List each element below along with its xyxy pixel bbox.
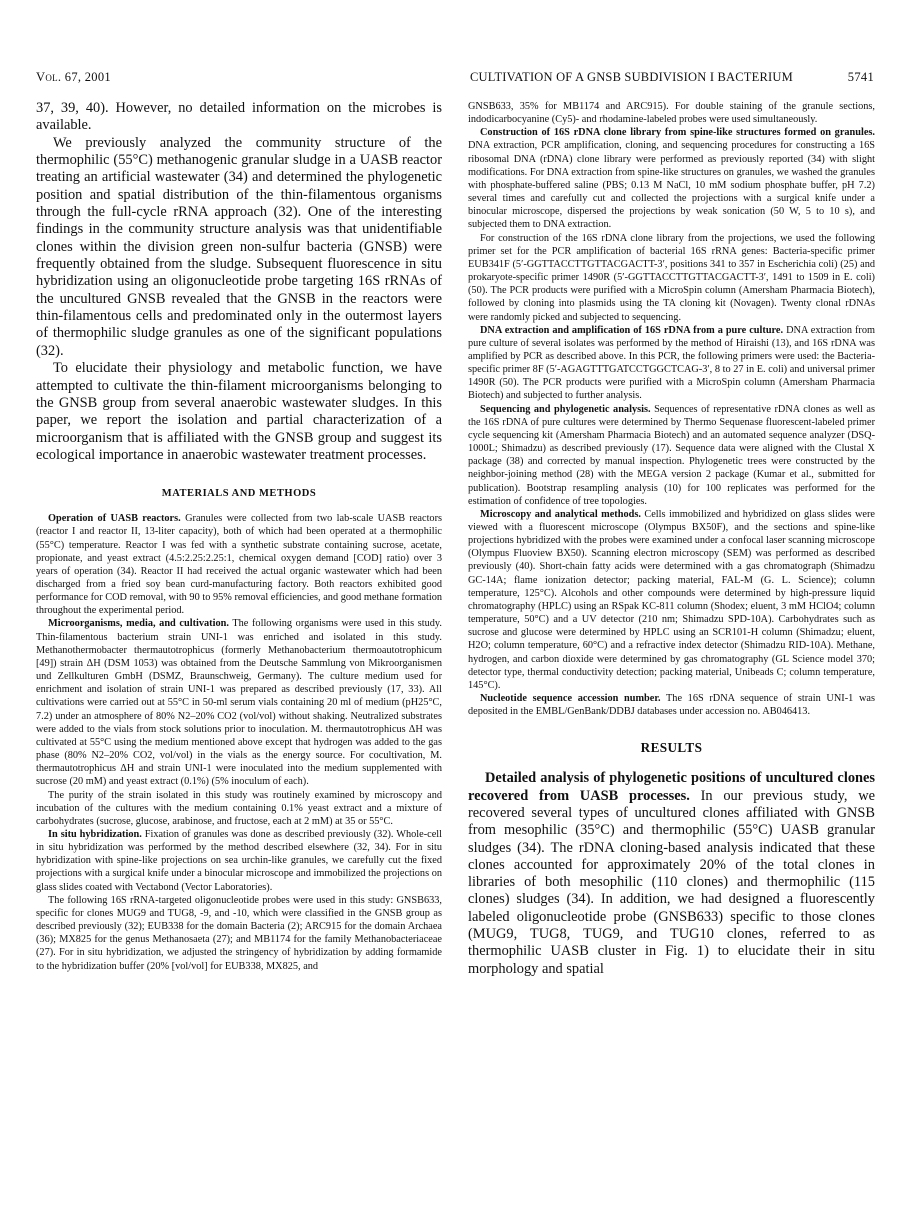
- intro-paragraph: We previously analyzed the community structure of the thermophilic (55°C) methanogenic granular sludge in a UASB reactor treating an artificial wastewater (34) and determined the phylogenetic position and spatial distribution of the thin-filamentous organisms through the full-cycle rRNA approach (32). One of the interesting findings in the community structure analysis was that unidentifiable clones within the division green non-sulfur bacteria (GNSB) were frequently obtained from the sludge. Subsequent fluorescence in situ hybridization using an oligonucleotide probe targeting 16S rRNAs of the uncultured GNSB revealed that the GNSB in the reactors were thin-filamentous cells and predominated only in the outermost layers of thermophilic sludge granules as one of the significant populations (32).: [36, 134, 442, 359]
- left-column: [36, 100, 442, 973]
- methods-paragraph: [36, 512, 442, 617]
- methods-paragraph: [36, 828, 442, 894]
- paragraph-text: DNA extraction, PCR amplification, cloning, and sequencing procedures for constructing a 16S ribosomal DNA (rDNA) clone library were performed as previously reported (34) with slight modifications. For DNA extraction from spine-like structures on granules, we washed the granules with phosphate-buffered saline (PBS; 0.13 M NaCl, 10 mM sodium phosphate buffer, pH 7.2) several times and carefully cut and collected the projections with a surgical knife under a binocular microscope, dispersed the projections by weak sonication (50 W, 5 to 10 s), and subjected them to DNA extraction.: [468, 140, 875, 231]
- run-in-heading: Sequencing and phylogenetic analysis.: [480, 403, 651, 415]
- methods-paragraph: [468, 508, 875, 692]
- section-heading-methods: MATERIALS AND METHODS: [161, 488, 317, 500]
- section-heading-results: RESULTS: [640, 740, 703, 756]
- paragraph-text: Sequences of representative rDNA clones as well as the 16S rDNA of pure cultures were determined by Thermo Sequenase fluorescent-labeled primer cycle sequencing kit (Amersham Pharmacia Biotech) and an automated sequence analyzer (DSQ-1000L; Shimadzu) as described previously (17). Sequence data were aligned with the Clustal X package (38) and corrected by manual inspection. Phylogenetic trees were constructed by the neighbor-joining method (28) with the MEGA version 2 package (Kumar et al., submitted for publication). Bootstrap resampling analysis (10) for 100 replicates was performed for the estimation of confidence of tree topologies.: [468, 403, 875, 507]
- methods-paragraph: For construction of the 16S rDNA clone library from the projections, we used the following primer set for the PCR amplification of bacterial 16S rRNA genes: Bacteria-specific primer EUB341F (5′-GGTTACCTTGTTACGACTT-3′, positions 341 to 357 in Escherichia coli) (25) and prokaryote-specific primer 1490R (5′-GGTTACCTTGTTACGACTT-3′, 1491 to 1509 in E. coli) (50). The PCR products were purified with a MicroSpin column (Amersham Pharmacia Biotech), followed by cloning into plasmids using the TA cloning kit (Novagen). Twenty clonal rDNAs were randomly picked and subjected to sequencing.: [468, 232, 875, 323]
- run-in-heading: Nucleotide sequence accession number.: [480, 693, 661, 705]
- methods-paragraph: [468, 324, 875, 403]
- paragraph-text: The following organisms were used in this study. Thin-filamentous bacterium strain UNI-1 was enriched and isolated in this study. Methanothermobacter thermautotrophicus (formerly Methanobacterium thermoautotrophicum [49]) strain ΔH (DSM 1053) was obtained from the Deutsche Sammlung von Mikroorganismen und Zellkulturen GmbH (DSMZ, Braunschweig, Germany). The culture medium used for enrichment and isolation of strain UNI-1 was prepared as described previously (17, 33). All cultivations were carried out at 55°C in 50-ml serum vials containing 20 ml of medium (pH25°C, 7.2) under an atmosphere of 80% N2–20% CO2 (vol/vol) without shaking. Neutralized substrates were added to the vials from stock solutions prior to inoculation. M. thermautotrophicus ΔH was cultivated at 55°C using the medium mentioned above except that hydrogen was added to the gas phase (80% N2–20% CO2, vol/vol) in the vials as the energy source. For cocultivation, M. thermautotrophicus ΔH and strain UNI-1 were inoculated into the medium supplemented with sucrose (20 mM) and yeast extract (0.1%) (5% inoculum of each).: [36, 618, 442, 788]
- intro-paragraph: 37, 39, 40). However, no detailed information on the microbes is available.: [36, 100, 442, 134]
- paragraph-text: Cells immobilized and hybridized on glass slides were viewed with a fluorescent microscope (Olympus BX50F), and the sections and spine-like projections hybridized with the probes were examined under a confocal laser scanning microscope (Olympus Fluoview BX50). Scanning electron microscopy (SEM) was performed as described previously (40). Short-chain fatty acids were determined with a gas chromatograph (Shimadzu GC-14A; flame ionization detector; packing material, FAL-M (G. L. Science); column temperature, 125°C). Alcohols and other compounds were determined by high-pressure liquid chromatography (HPLC) using an RSpak KC-811 column (Shodex; eluent, 3 mM HClO4; column temperature, 50°C) and a UV detector (210 nm; Shimadzu SPD-10A). Carbohydrates such as sucrose and glucose were determined by HPLC using an SCR101-H column (Shimadzu; eluent, H2O; column temperature, 60°C) and a refractive index detector (Shimadzu RID-10A). Methane, hydrogen, and carbon dioxide were determined by gas chromatography (GL Science model 370; detector type, thermal conductivity detection; packing material, Unibeads C; column temperature, 145°C).: [468, 508, 875, 691]
- running-header: [36, 70, 874, 88]
- paragraph-text: In our previous study, we recovered several types of uncultured clones affiliated with GNSB from mesophilic (35°C) and thermophilic (55°C) UASB granular sludges (34). The rDNA cloning-based analysis indicated that these clones accounted for approximately 20% of the total clones in libraries of both mesophilic (110 clones) and thermophilic (115 clones) sludges (34). In addition, we had designed a fluorescently labeled oligonucleotide probe (GNSB633) specific to those clones (MUG9, TUG8, TUG9, and TUG10 clones, referred to as thermophilic UASB cluster in Fig. 1) to elucidate their in situ morphology and spatial: [468, 787, 875, 977]
- intro-paragraph: To elucidate their physiology and metabolic function, we have attempted to cultivate the thin-filament microorganisms belonging to the GNSB group from several anaerobic wastewater sludges. In this paper, we report the isolation and partial characterization of a microorganism that is affiliated with the GNSB group and suggest its ecological importance in anaerobic wastewater treatment processes.: [36, 360, 442, 463]
- paragraph-text: DNA extraction from pure culture of several isolates was performed by the method of Hiraishi (13), and 16S rDNA was amplified by PCR as described above. In this PCR, the following primers were used: the Bacteria-specific primer 8F (5′-AGAGTTTGATCCTGGCTCAG-3′, 8 to 27 in E. coli) and universal primer 1490R (50). The PCR products were purified with a MicroSpin column (Amersham Pharmacia Biotech) and subjected to further analysis.: [468, 324, 875, 402]
- page-number: 5741: [847, 70, 874, 84]
- methods-paragraph: The purity of the strain isolated in this study was routinely examined by microscopy and incubation of the cultures with the medium containing 0.1% yeast extract and a mixture of carbohydrates (sucrose, glucose, arabinose, and fructose, each at 2 mM) at 35 or 55°C.: [36, 789, 442, 827]
- run-in-heading: Detailed analysis of phylogenetic positions of uncultured clones recovered from UASB processes.: [468, 770, 875, 804]
- run-in-heading: Operation of UASB reactors.: [48, 513, 181, 525]
- run-in-heading: In situ hybridization.: [48, 828, 142, 840]
- right-column: [468, 100, 875, 978]
- paragraph-text: The 16S rDNA sequence of strain UNI-1 was deposited in the EMBL/GenBank/DDBJ databases under accession no. AB046413.: [468, 693, 875, 718]
- run-in-heading: Microscopy and analytical methods.: [480, 508, 641, 520]
- methods-paragraph: [36, 617, 442, 788]
- paragraph-text: Fixation of granules was done as described previously (32). Whole-cell in situ hybridization was performed by the method described elsewhere (32, 34). For in situ hybridization with spine-like projections on sea urchin-like granules, we carefully cut the fixed projections with a surgical knife under a binocular microscope and immobilized the projections on glass slides coated with Vectabond (Vector Laboratories).: [36, 828, 442, 893]
- running-title: CULTIVATION OF A GNSB SUBDIVISION I BACTERIUM: [470, 70, 793, 84]
- methods-paragraph: The following 16S rRNA-targeted oligonucleotide probes were used in this study: GNSB633, specific for clones MUG9 and TUG8, -9, and -10, which were classified in the GNSB group as described previously (32); EUB338 for the domain Bacteria (2); ARC915 for the domain Archaea (36); MX825 for the genus Methanosaeta (27); and MB1174 for the family Methanobacteriaceae (27). For in situ hybridization, we adjusted the stringency of hybridization by adding formamide to the hybridization buffer (20% [vol/vol] for EUB338, MX825, and: [36, 894, 442, 972]
- volume-label: Vol. 67, 2001: [36, 70, 111, 84]
- methods-paragraph: [468, 126, 875, 231]
- paragraph-text: Granules were collected from two lab-scale UASB reactors (reactor I and reactor II, 13-liter capacity), both of which had been operated at a thermophilic (55°C) temperature. Reactor I was fed with a synthetic substrate containing sucrose, acetate, propionate, and yeast extract (4.5:2.25:2.25:1, chemical oxygen demand [COD] ratio) over 3 years of operation (34). Reactor II had received the actual organic wastewater which had been discharged from a fried soy bean curd-manufacturing factory. Both reactors exhibited good performance for COD removal, with 90 to 95% removal efficiencies, and good methane formation throughout the experimental period.: [36, 513, 443, 617]
- run-in-heading: Construction of 16S rDNA clone library from spine-like structures formed on granules.: [480, 127, 875, 139]
- methods-paragraph: GNSB633, 35% for MB1174 and ARC915). For double staining of the granule sections, indodicarbocyanine (Cy5)- and rhodamine-labeled probes were used simultaneously.: [468, 101, 875, 126]
- run-in-heading: DNA extraction and amplification of 16S rDNA from a pure culture.: [480, 324, 784, 336]
- methods-paragraph: [468, 403, 875, 508]
- run-in-heading: Microorganisms, media, and cultivation.: [48, 618, 229, 630]
- methods-paragraph: [468, 692, 875, 718]
- results-paragraph: [468, 770, 875, 978]
